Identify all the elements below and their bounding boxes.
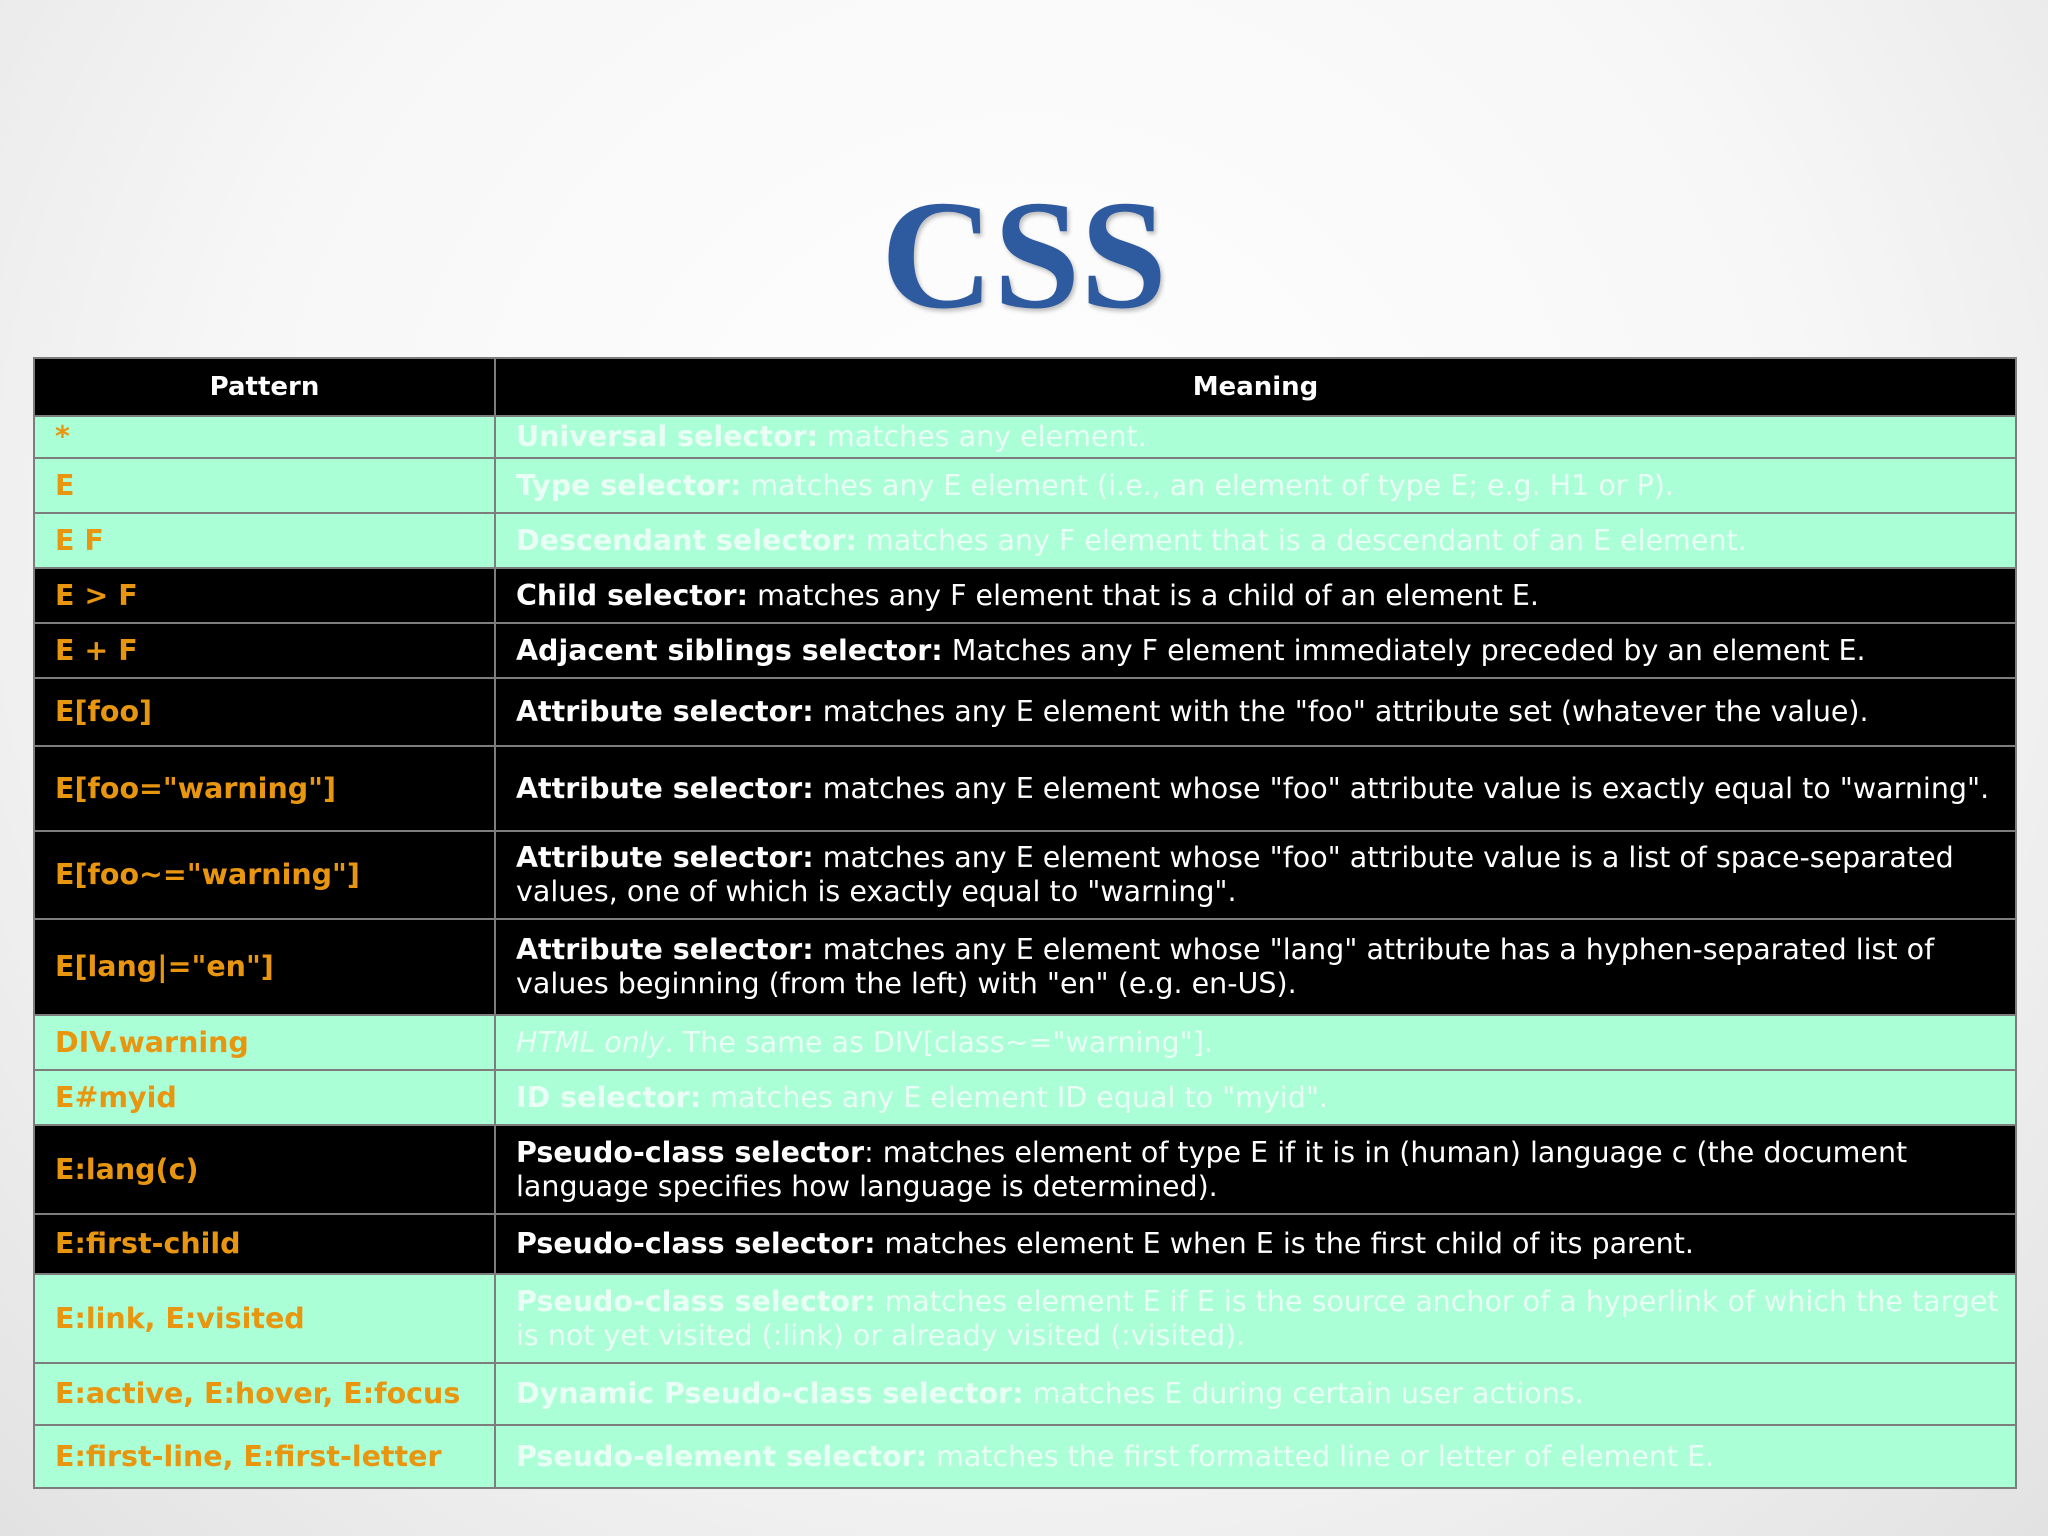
table-row — [34, 513, 2016, 568]
selector-term: Attribute selector: — [516, 933, 814, 966]
table-row — [34, 1425, 2016, 1488]
meaning-cell — [495, 1214, 2016, 1274]
table-row — [34, 1070, 2016, 1125]
selector-term: Child selector: — [516, 578, 749, 612]
table-row — [34, 1015, 2016, 1070]
slide-title: CSS — [880, 168, 1168, 341]
selector-term: Pseudo-class selector: — [516, 1284, 876, 1318]
meaning-cell — [495, 831, 2016, 919]
selector-description: matches E during certain user actions. — [1023, 1377, 1584, 1410]
selector-term: Adjacent siblings selector: — [516, 633, 943, 667]
meaning-cell — [495, 458, 2016, 513]
selector-description: : matches element of type E if it is in (human) language c (the document language specifies how language is determined). — [516, 1135, 1908, 1203]
pattern-cell: E:first-child — [34, 1214, 495, 1274]
selector-table — [33, 357, 2017, 1489]
meaning-cell — [495, 1425, 2016, 1488]
pattern-cell: E[foo] — [34, 678, 495, 746]
pattern-cell: E:lang(c) — [34, 1125, 495, 1214]
selector-description: matches any E element whose "lang" attribute has a hyphen-separated list of values beginning (from the left) with "en" (e.g. en-US). — [516, 933, 1935, 1000]
selector-description: matches any F element that is a child of an element E. — [748, 578, 1539, 612]
pattern-cell: E[foo~="warning"] — [34, 831, 495, 919]
selector-term: Pseudo-class selector: — [516, 1227, 876, 1260]
pattern-cell: E:first-line, E:first-letter — [34, 1425, 495, 1488]
meaning-cell — [495, 1015, 2016, 1070]
table-row — [34, 568, 2016, 623]
selector-description: matches element E if E is the source anchor of a hyperlink of which the target is not yet visited (:link) or already visited (:visited). — [516, 1284, 1999, 1352]
meaning-cell — [495, 1363, 2016, 1425]
pattern-cell: E#myid — [34, 1070, 495, 1125]
table-row — [34, 623, 2016, 678]
pattern-cell: * — [34, 416, 495, 458]
meaning-cell — [495, 746, 2016, 831]
selector-description: matches the first formatted line or letter of element E. — [927, 1439, 1715, 1473]
meaning-cell — [495, 623, 2016, 678]
selector-term: Pseudo-element selector: — [516, 1439, 928, 1473]
header-meaning: Meaning — [495, 358, 2016, 416]
selector-term: Descendant selector: — [516, 523, 857, 557]
table-row — [34, 1214, 2016, 1274]
pattern-cell: E[foo="warning"] — [34, 746, 495, 831]
selector-term: ID selector: — [516, 1080, 702, 1114]
selector-description: matches element E when E is the first child of its parent. — [875, 1227, 1694, 1260]
table-row — [34, 416, 2016, 458]
selector-description: matches any element. — [818, 420, 1147, 453]
table-row — [34, 1274, 2016, 1363]
table-row — [34, 1125, 2016, 1214]
meaning-cell — [495, 416, 2016, 458]
pattern-cell: E:active, E:hover, E:focus — [34, 1363, 495, 1425]
header-pattern: Pattern — [34, 358, 495, 416]
table-row — [34, 678, 2016, 746]
selector-term: Type selector: — [516, 468, 742, 502]
selector-term: Attribute selector: — [516, 695, 814, 728]
meaning-cell — [495, 1070, 2016, 1125]
table-row — [34, 1363, 2016, 1425]
meaning-cell — [495, 919, 2016, 1015]
selector-description: Matches any F element immediately preceded by an element E. — [942, 633, 1866, 667]
selector-term: HTML only — [516, 1025, 665, 1059]
pattern-cell: E > F — [34, 568, 495, 623]
pattern-cell: E + F — [34, 623, 495, 678]
selector-description: matches any E element whose "foo" attribute value is exactly equal to "warning". — [813, 771, 1990, 805]
meaning-cell — [495, 1125, 2016, 1214]
selector-description: matches any E element whose "foo" attribute value is a list of space-separated values, one of which is exactly equal to "warning". — [516, 841, 1954, 908]
selector-description: . The same as DIV[class~="warning"]. — [664, 1025, 1213, 1059]
table-header-row — [34, 358, 2016, 416]
selector-description: matches any E element ID equal to "myid". — [701, 1080, 1328, 1114]
pattern-cell: DIV.warning — [34, 1015, 495, 1070]
selector-description: matches any E element with the "foo" attribute set (whatever the value). — [813, 695, 1869, 728]
selector-description: matches any F element that is a descendant of an E element. — [856, 523, 1747, 557]
table-row — [34, 746, 2016, 831]
table-row — [34, 458, 2016, 513]
meaning-cell — [495, 1274, 2016, 1363]
pattern-cell: E[lang|="en"] — [34, 919, 495, 1015]
pattern-cell: E F — [34, 513, 495, 568]
meaning-cell — [495, 678, 2016, 746]
selector-term: Universal selector: — [516, 420, 818, 453]
table-row — [34, 919, 2016, 1015]
meaning-cell — [495, 513, 2016, 568]
meaning-cell — [495, 568, 2016, 623]
selector-description: matches any E element (i.e., an element of type E; e.g. H1 or P). — [741, 468, 1674, 502]
pattern-cell: E — [34, 458, 495, 513]
pattern-cell: E:link, E:visited — [34, 1274, 495, 1363]
selector-term: Attribute selector: — [516, 771, 814, 805]
selector-term: Attribute selector: — [516, 841, 814, 874]
selector-term: Pseudo-class selector — [516, 1135, 865, 1169]
selector-term: Dynamic Pseudo-class selector: — [516, 1377, 1024, 1410]
table-row — [34, 831, 2016, 919]
